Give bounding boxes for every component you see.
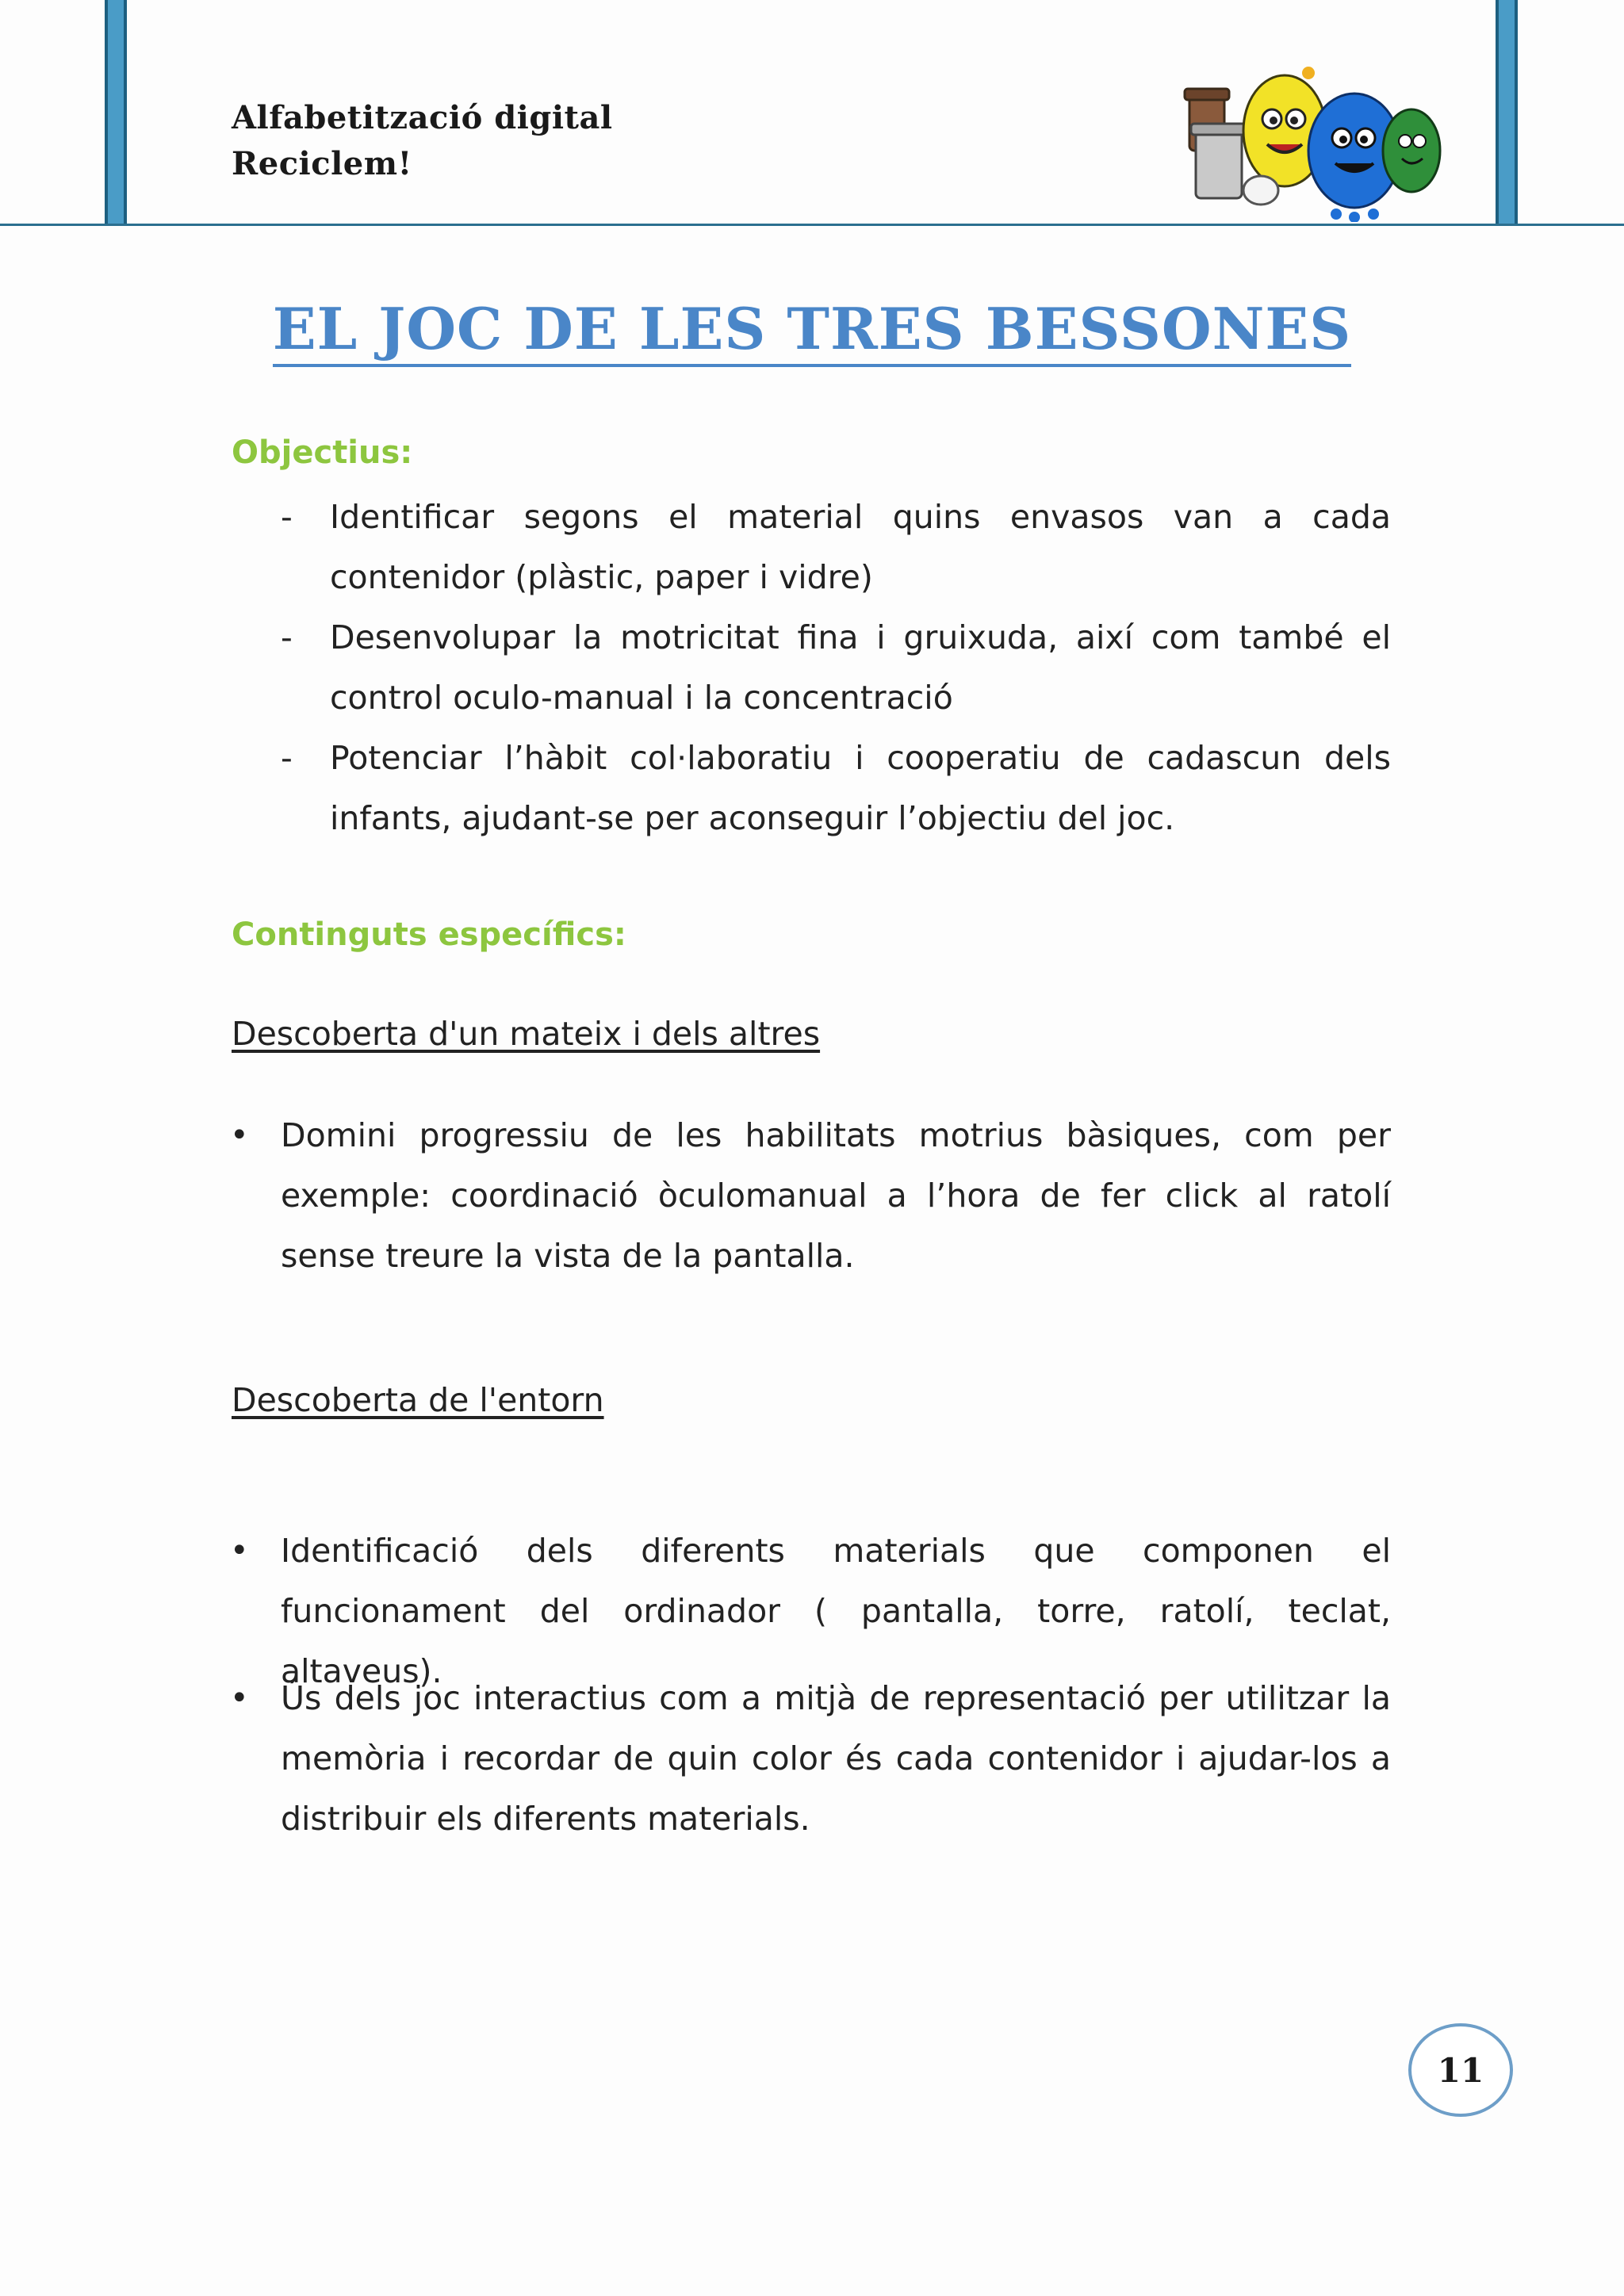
- content-bullet-item: [230, 1105, 1391, 1286]
- objective-item: [281, 607, 1391, 728]
- bullet-icon: •: [230, 1533, 249, 1569]
- page-number: [1408, 2023, 1513, 2117]
- bullet-icon: •: [230, 1680, 249, 1716]
- contents-label: Continguts específics:: [232, 916, 626, 953]
- objectives-label: Objectius:: [232, 434, 413, 471]
- header-rule: [0, 224, 1624, 226]
- dash-marker: -: [281, 498, 293, 536]
- bullet-text: Ús dels joc interactius com a mitjà de representació per utilitzar la memòria i recordar de quin color és cada contenidor i ajudar-los a distribuir els diferents materials.: [281, 1679, 1391, 1838]
- recycling-bins-logo-icon: [1174, 55, 1451, 222]
- subheading-environment: Descoberta de l'entorn: [232, 1381, 604, 1419]
- header-line1: Alfabetització digital: [232, 99, 613, 136]
- bullet-text: Identificació dels diferents materials que componen el funcionament del ordinador ( pantalla, torre, ratolí, teclat, altaveus).: [281, 1532, 1391, 1690]
- page-title-text: EL JOC DE LES TRES BESSONES: [273, 295, 1352, 367]
- objective-text: Potenciar l’hàbit col·laboratiu i cooperatiu de cadascun dels infants, ajudant-se per aconseguir l’objectiu del joc.: [330, 739, 1391, 837]
- dash-marker: -: [281, 739, 293, 777]
- header-right-bar: [1496, 0, 1518, 225]
- subheading-self-and-others: Descoberta d'un mateix i dels altres: [232, 1015, 821, 1053]
- objective-item: [281, 728, 1391, 848]
- page-number-text: 11: [1437, 2050, 1484, 2090]
- objective-item: [281, 487, 1391, 607]
- objective-text: Identificar segons el material quins envasos van a cada contenidor (plàstic, paper i vidre): [330, 498, 1391, 596]
- bullet-icon: •: [230, 1117, 249, 1154]
- page-title: [0, 295, 1624, 362]
- content-bullet-item: [230, 1668, 1391, 1849]
- objective-text: Desenvolupar la motricitat fina i gruixuda, així com també el control oculo-manual i la concentració: [330, 618, 1391, 717]
- header-left-bar: [105, 0, 127, 225]
- bullet-text: Domini progressiu de les habilitats motrius bàsiques, com per exemple: coordinació òculomanual a l’hora de fer click al ratolí sense treure la vista de la pantalla.: [281, 1116, 1391, 1275]
- header-line2: Reciclem!: [232, 145, 412, 182]
- dash-marker: -: [281, 618, 293, 656]
- header-text: [232, 95, 613, 187]
